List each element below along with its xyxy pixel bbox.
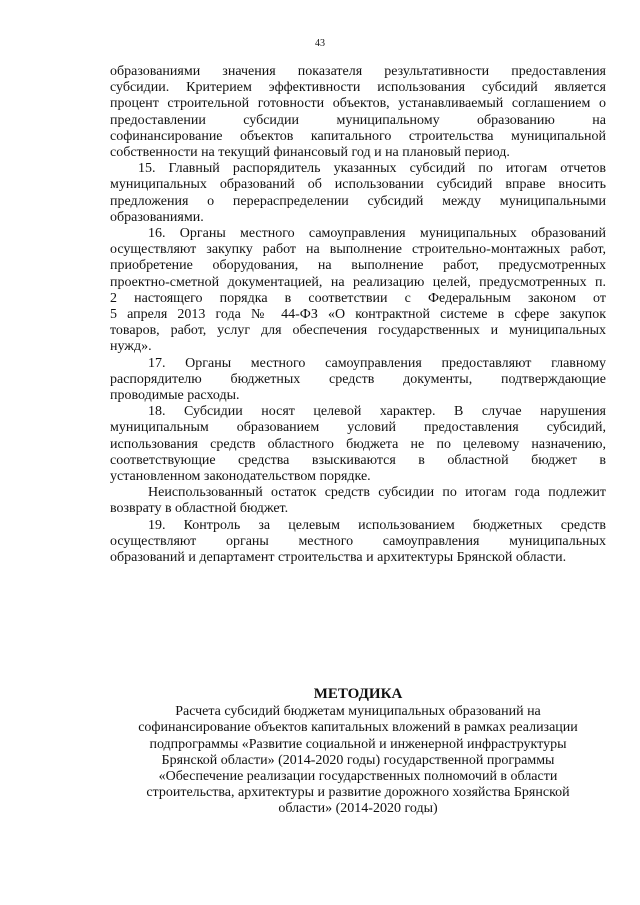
text-line: 18. Субсидии носят целевой характер. В случае нарушения [148, 404, 606, 420]
methodology-title: МЕТОДИКА [313, 686, 403, 702]
methodology-line: софинансирование объектов капитальных вложений в рамках реализации [138, 720, 578, 736]
text-line: проектно-сметной документацией, на реализацию целей, предусмотренных п. [110, 274, 606, 290]
text-line: нужд». [110, 339, 152, 355]
text-line: 16. Органы местного самоуправления муниципальных образований [148, 226, 606, 242]
text-line: софинансирование объектов капитального строительства муниципальной [110, 128, 606, 144]
text-line: 19. Контроль за целевым использованием бюджетных средств [148, 517, 606, 533]
text-line: возврату в областной бюджет. [110, 501, 289, 517]
text-line: осуществляют органы местного самоуправления муниципальных [110, 533, 606, 549]
text-line: субсидии. Критерием эффективности использования субсидий является [110, 80, 606, 96]
paragraph-16 [110, 226, 606, 356]
paragraph-18-remainder [110, 485, 606, 517]
text-line: соответствующие средства взыскиваются в областной бюджет в [110, 452, 606, 468]
paragraph-17 [110, 356, 606, 405]
methodology-line: «Обеспечение реализации государственных полномочий в области [158, 769, 558, 785]
methodology-section [100, 686, 616, 818]
text-line: 17. Органы местного самоуправления предоставляют главному [148, 355, 606, 371]
text-line: товаров, работ, услуг для обеспечения государственных и муниципальных [110, 323, 606, 339]
paragraph-18 [110, 404, 606, 485]
text-line: муниципальных образований об использовании субсидий вправе вносить [110, 177, 606, 193]
paragraph-continuation [110, 64, 606, 161]
text-line: муниципальным образованием условий предоставления субсидий, [110, 420, 606, 436]
text-line: установленном законодательством порядке. [110, 469, 371, 485]
paragraph-15 [110, 161, 606, 226]
text-line: образований и департамент строительства и архитектуры Брянской области. [110, 550, 567, 566]
paragraph-19 [110, 518, 606, 567]
methodology-line: Брянской области» (2014-2020 годы) государственной программы [161, 752, 555, 768]
text-line: проводимые расходы. [110, 388, 240, 404]
text-line: Неиспользованный остаток средств субсидии по итогам года подлежит [148, 485, 606, 501]
text-line: процент строительной готовности объектов, устанавливаемый соглашением о [110, 96, 606, 112]
text-line: предложения о перераспределении субсидий между муниципальными [110, 193, 606, 209]
text-line: собственности на текущий финансовый год и на плановый период. [110, 145, 510, 161]
text-line: 5 апреля 2013 года № 44-ФЗ «О контрактной системе в сфере закупок [110, 307, 606, 323]
page-number: 43 [315, 38, 325, 49]
text-line: распорядителю бюджетных средств документы, подтверждающие [110, 371, 606, 387]
methodology-line: Расчета субсидий бюджетам муниципальных образований на [175, 704, 541, 720]
text-line: осуществляют закупку работ на выполнение строительно-монтажных работ, [110, 242, 606, 258]
text-line: образованиями. [110, 209, 204, 225]
text-line: 15. Главный распорядитель указанных субсидий по итогам отчетов [138, 161, 606, 177]
text-line: 2 настоящего порядка в соответствии с Федеральным законом от [110, 290, 606, 306]
text-line: предоставлении субсидии муниципальному образованию на [110, 112, 606, 128]
text-line: образованиями значения показателя результативности предоставления [110, 64, 606, 79]
document-body [110, 64, 606, 566]
text-line: приобретение оборудования, на выполнение работ, предусмотренных [110, 258, 606, 274]
methodology-line: подпрограммы «Развитие социальной и инженерной инфраструктуры [149, 736, 567, 752]
text-line: использования средств областного бюджета не по целевому назначению, [110, 436, 606, 452]
methodology-line: строительства, архитектуры и развитие дорожного хозяйства Брянской [146, 785, 570, 801]
methodology-line: области» (2014-2020 годы) [278, 801, 438, 817]
